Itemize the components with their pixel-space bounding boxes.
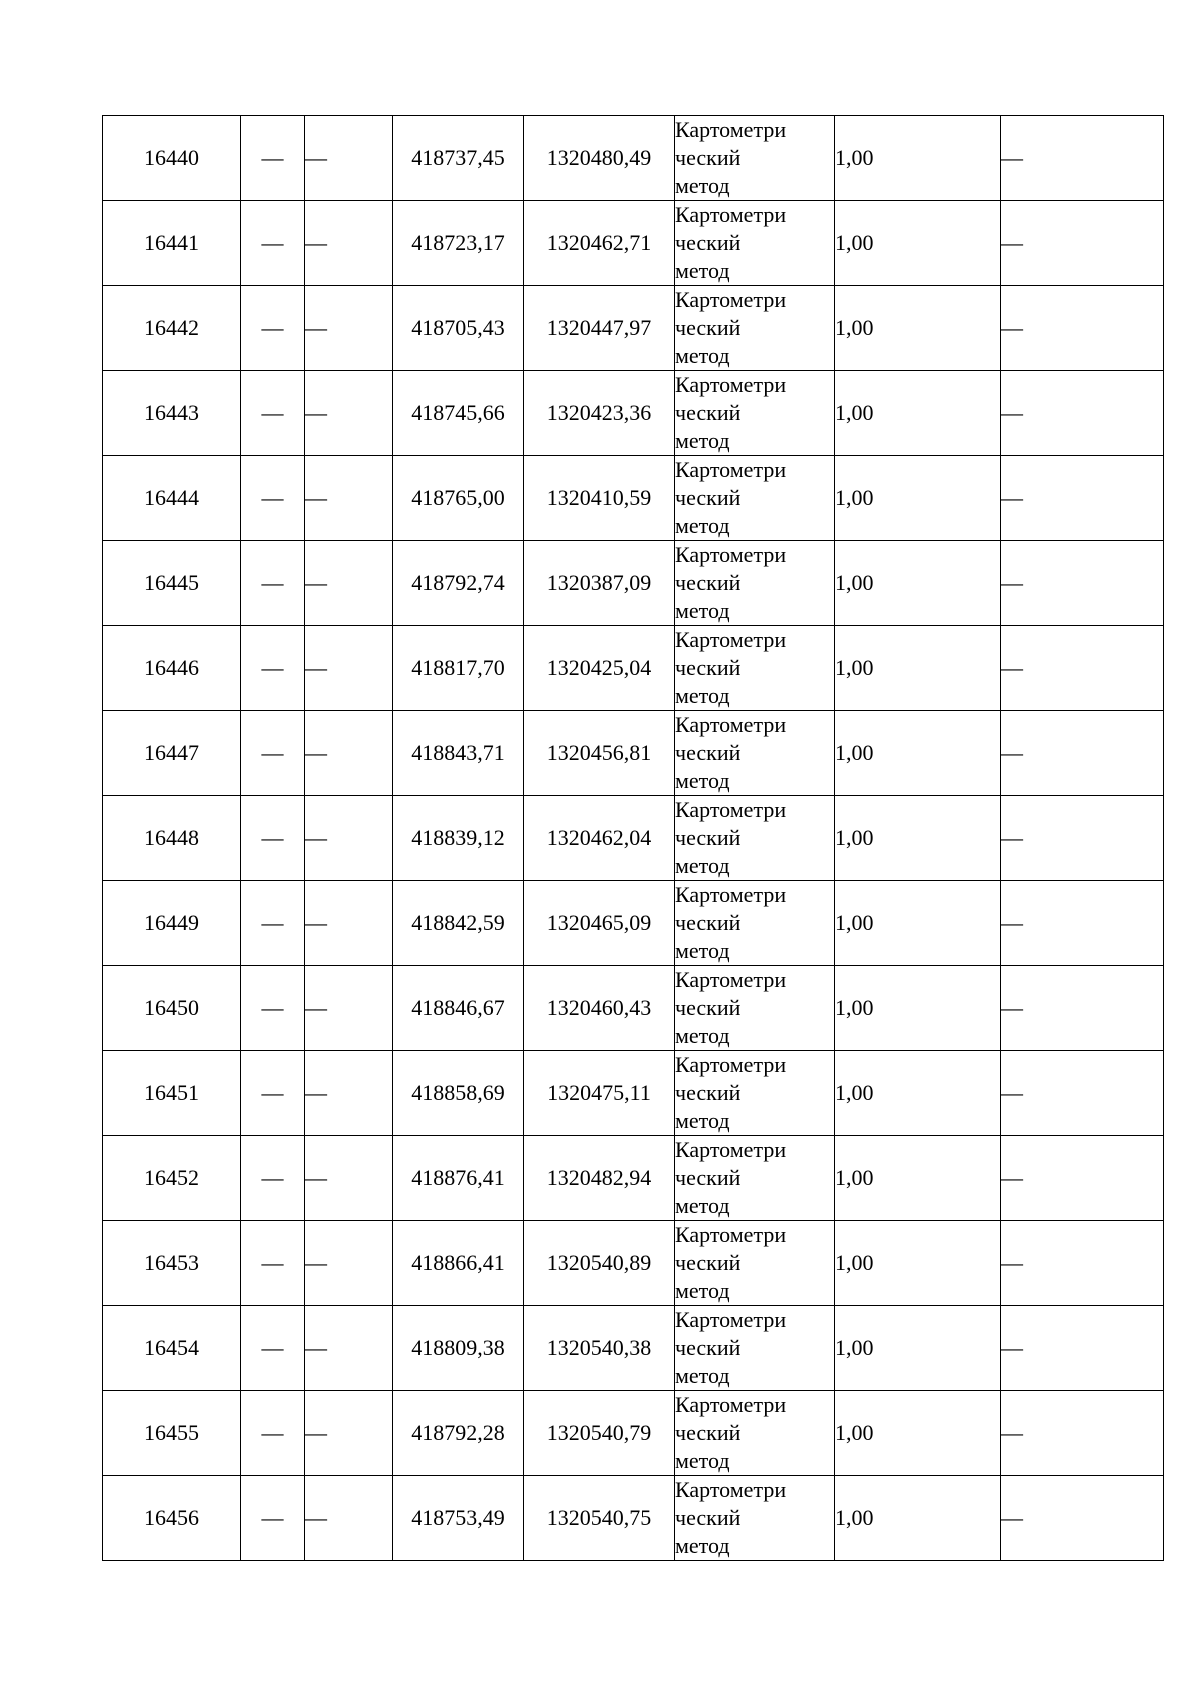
method-text-line: метод (675, 768, 730, 793)
empty-value-cell: — (305, 1306, 393, 1391)
x-coordinate-cell: 418846,67 (393, 966, 524, 1051)
y-coordinate-cell: 1320540,38 (524, 1306, 675, 1391)
empty-value-cell: — (305, 796, 393, 881)
table-row (103, 371, 1164, 456)
x-coordinate-cell: 418866,41 (393, 1221, 524, 1306)
x-coordinate-cell: 418843,71 (393, 711, 524, 796)
y-coordinate-cell: 1320456,81 (524, 711, 675, 796)
table-row (103, 1136, 1164, 1221)
y-coordinate-cell: 1320465,09 (524, 881, 675, 966)
empty-value-cell: — (241, 201, 305, 286)
table-row (103, 796, 1164, 881)
method-text-line: метод (675, 513, 730, 538)
method-cell (675, 711, 835, 796)
point-number-cell: 16444 (103, 456, 241, 541)
point-number-cell: 16445 (103, 541, 241, 626)
point-number-cell: 16453 (103, 1221, 241, 1306)
empty-value-cell: — (1001, 371, 1164, 456)
method-cell (675, 456, 835, 541)
x-coordinate-cell: 418792,74 (393, 541, 524, 626)
accuracy-cell: 1,00 (835, 456, 1001, 541)
method-text-line: Картометри (675, 882, 787, 907)
empty-value-cell: — (305, 541, 393, 626)
accuracy-cell: 1,00 (835, 796, 1001, 881)
method-text-line: Картометри (675, 712, 787, 737)
method-cell (675, 1051, 835, 1136)
table-row (103, 116, 1164, 201)
table-row (103, 1476, 1164, 1561)
table-row (103, 1391, 1164, 1476)
method-text-line: ческий (675, 740, 741, 765)
x-coordinate-cell: 418723,17 (393, 201, 524, 286)
empty-value-cell: — (241, 1476, 305, 1561)
empty-value-cell: — (1001, 1221, 1164, 1306)
method-cell (675, 1391, 835, 1476)
method-text-line: Картометри (675, 1052, 787, 1077)
method-text-line: метод (675, 1023, 730, 1048)
table-row (103, 881, 1164, 966)
table-row (103, 711, 1164, 796)
method-text-line: метод (675, 1448, 730, 1473)
point-number-cell: 16440 (103, 116, 241, 201)
method-text-line: метод (675, 1278, 730, 1303)
empty-value-cell: — (241, 796, 305, 881)
accuracy-cell: 1,00 (835, 371, 1001, 456)
x-coordinate-cell: 418839,12 (393, 796, 524, 881)
method-cell (675, 116, 835, 201)
y-coordinate-cell: 1320410,59 (524, 456, 675, 541)
table-row (103, 1221, 1164, 1306)
empty-value-cell: — (305, 456, 393, 541)
table-row (103, 201, 1164, 286)
method-text-line: ческий (675, 145, 741, 170)
y-coordinate-cell: 1320462,71 (524, 201, 675, 286)
point-number-cell: 16441 (103, 201, 241, 286)
method-text-line: Картометри (675, 1137, 787, 1162)
method-text-line: ческий (675, 230, 741, 255)
empty-value-cell: — (241, 881, 305, 966)
method-text-line: Картометри (675, 1307, 787, 1332)
y-coordinate-cell: 1320387,09 (524, 541, 675, 626)
point-number-cell: 16456 (103, 1476, 241, 1561)
method-text-line: метод (675, 598, 730, 623)
y-coordinate-cell: 1320540,89 (524, 1221, 675, 1306)
y-coordinate-cell: 1320475,11 (524, 1051, 675, 1136)
method-cell (675, 626, 835, 711)
method-text-line: Картометри (675, 542, 787, 567)
x-coordinate-cell: 418753,49 (393, 1476, 524, 1561)
accuracy-cell: 1,00 (835, 1391, 1001, 1476)
empty-value-cell: — (1001, 881, 1164, 966)
y-coordinate-cell: 1320480,49 (524, 116, 675, 201)
empty-value-cell: — (305, 1051, 393, 1136)
method-text-line: ческий (675, 400, 741, 425)
empty-value-cell: — (1001, 1391, 1164, 1476)
empty-value-cell: — (241, 1051, 305, 1136)
x-coordinate-cell: 418842,59 (393, 881, 524, 966)
table-row (103, 456, 1164, 541)
accuracy-cell: 1,00 (835, 1221, 1001, 1306)
table-row (103, 541, 1164, 626)
empty-value-cell: — (241, 966, 305, 1051)
accuracy-cell: 1,00 (835, 1476, 1001, 1561)
empty-value-cell: — (241, 1136, 305, 1221)
empty-value-cell: — (305, 116, 393, 201)
empty-value-cell: — (305, 711, 393, 796)
method-cell (675, 541, 835, 626)
empty-value-cell: — (1001, 286, 1164, 371)
empty-value-cell: — (305, 966, 393, 1051)
accuracy-cell: 1,00 (835, 966, 1001, 1051)
y-coordinate-cell: 1320460,43 (524, 966, 675, 1051)
point-number-cell: 16450 (103, 966, 241, 1051)
method-text-line: метод (675, 938, 730, 963)
empty-value-cell: — (1001, 966, 1164, 1051)
point-number-cell: 16446 (103, 626, 241, 711)
y-coordinate-cell: 1320540,79 (524, 1391, 675, 1476)
method-text-line: Картометри (675, 372, 787, 397)
empty-value-cell: — (1001, 1136, 1164, 1221)
x-coordinate-cell: 418858,69 (393, 1051, 524, 1136)
empty-value-cell: — (241, 626, 305, 711)
empty-value-cell: — (305, 371, 393, 456)
empty-value-cell: — (241, 371, 305, 456)
table-row (103, 626, 1164, 711)
accuracy-cell: 1,00 (835, 1136, 1001, 1221)
method-text-line: ческий (675, 1080, 741, 1105)
empty-value-cell: — (1001, 626, 1164, 711)
empty-value-cell: — (1001, 1051, 1164, 1136)
empty-value-cell: — (1001, 711, 1164, 796)
method-text-line: метод (675, 1108, 730, 1133)
empty-value-cell: — (241, 116, 305, 201)
method-text-line: ческий (675, 1420, 741, 1445)
empty-value-cell: — (305, 1476, 393, 1561)
empty-value-cell: — (241, 1306, 305, 1391)
y-coordinate-cell: 1320425,04 (524, 626, 675, 711)
method-text-line: метод (675, 173, 730, 198)
empty-value-cell: — (1001, 456, 1164, 541)
table-row (103, 1306, 1164, 1391)
x-coordinate-cell: 418705,43 (393, 286, 524, 371)
y-coordinate-cell: 1320462,04 (524, 796, 675, 881)
accuracy-cell: 1,00 (835, 201, 1001, 286)
empty-value-cell: — (1001, 116, 1164, 201)
method-cell (675, 1476, 835, 1561)
method-text-line: ческий (675, 995, 741, 1020)
empty-value-cell: — (1001, 201, 1164, 286)
coordinates-table (102, 115, 1164, 1561)
accuracy-cell: 1,00 (835, 1306, 1001, 1391)
table-row (103, 1051, 1164, 1136)
method-text-line: метод (675, 683, 730, 708)
x-coordinate-cell: 418817,70 (393, 626, 524, 711)
empty-value-cell: — (241, 286, 305, 371)
method-cell (675, 1136, 835, 1221)
y-coordinate-cell: 1320540,75 (524, 1476, 675, 1561)
method-text-line: Картометри (675, 1477, 787, 1502)
y-coordinate-cell: 1320447,97 (524, 286, 675, 371)
empty-value-cell: — (1001, 1476, 1164, 1561)
empty-value-cell: — (1001, 796, 1164, 881)
empty-value-cell: — (305, 1391, 393, 1476)
method-text-line: ческий (675, 485, 741, 510)
table-row (103, 966, 1164, 1051)
method-text-line: ческий (675, 315, 741, 340)
empty-value-cell: — (1001, 1306, 1164, 1391)
empty-value-cell: — (241, 711, 305, 796)
method-text-line: ческий (675, 910, 741, 935)
method-cell (675, 286, 835, 371)
method-cell (675, 201, 835, 286)
empty-value-cell: — (305, 881, 393, 966)
empty-value-cell: — (241, 1391, 305, 1476)
table-body (103, 116, 1164, 1561)
accuracy-cell: 1,00 (835, 711, 1001, 796)
method-text-line: метод (675, 1363, 730, 1388)
x-coordinate-cell: 418809,38 (393, 1306, 524, 1391)
x-coordinate-cell: 418745,66 (393, 371, 524, 456)
method-text-line: Картометри (675, 1222, 787, 1247)
method-text-line: ческий (675, 1250, 741, 1275)
method-text-line: ческий (675, 1505, 741, 1530)
method-text-line: ческий (675, 1335, 741, 1360)
method-text-line: метод (675, 853, 730, 878)
method-text-line: ческий (675, 1165, 741, 1190)
y-coordinate-cell: 1320423,36 (524, 371, 675, 456)
accuracy-cell: 1,00 (835, 881, 1001, 966)
method-cell (675, 371, 835, 456)
point-number-cell: 16454 (103, 1306, 241, 1391)
method-text-line: Картометри (675, 967, 787, 992)
empty-value-cell: — (305, 201, 393, 286)
method-text-line: Картометри (675, 117, 787, 142)
accuracy-cell: 1,00 (835, 286, 1001, 371)
point-number-cell: 16443 (103, 371, 241, 456)
method-cell (675, 966, 835, 1051)
y-coordinate-cell: 1320482,94 (524, 1136, 675, 1221)
method-text-line: метод (675, 258, 730, 283)
x-coordinate-cell: 418792,28 (393, 1391, 524, 1476)
method-text-line: Картометри (675, 202, 787, 227)
accuracy-cell: 1,00 (835, 1051, 1001, 1136)
empty-value-cell: — (1001, 541, 1164, 626)
accuracy-cell: 1,00 (835, 116, 1001, 201)
point-number-cell: 16442 (103, 286, 241, 371)
point-number-cell: 16452 (103, 1136, 241, 1221)
method-text-line: ческий (675, 570, 741, 595)
method-text-line: Картометри (675, 457, 787, 482)
method-text-line: Картометри (675, 627, 787, 652)
empty-value-cell: — (241, 1221, 305, 1306)
x-coordinate-cell: 418765,00 (393, 456, 524, 541)
accuracy-cell: 1,00 (835, 541, 1001, 626)
empty-value-cell: — (305, 626, 393, 711)
empty-value-cell: — (241, 456, 305, 541)
table-row (103, 286, 1164, 371)
method-text-line: Картометри (675, 1392, 787, 1417)
method-cell (675, 881, 835, 966)
x-coordinate-cell: 418737,45 (393, 116, 524, 201)
point-number-cell: 16448 (103, 796, 241, 881)
method-text-line: метод (675, 1533, 730, 1558)
method-cell (675, 1221, 835, 1306)
empty-value-cell: — (305, 1221, 393, 1306)
point-number-cell: 16449 (103, 881, 241, 966)
method-text-line: ческий (675, 655, 741, 680)
method-text-line: метод (675, 1193, 730, 1218)
x-coordinate-cell: 418876,41 (393, 1136, 524, 1221)
empty-value-cell: — (241, 541, 305, 626)
point-number-cell: 16455 (103, 1391, 241, 1476)
method-cell (675, 1306, 835, 1391)
accuracy-cell: 1,00 (835, 626, 1001, 711)
method-text-line: метод (675, 343, 730, 368)
empty-value-cell: — (305, 1136, 393, 1221)
point-number-cell: 16447 (103, 711, 241, 796)
method-text-line: ческий (675, 825, 741, 850)
method-text-line: Картометри (675, 797, 787, 822)
empty-value-cell: — (305, 286, 393, 371)
method-cell (675, 796, 835, 881)
method-text-line: метод (675, 428, 730, 453)
point-number-cell: 16451 (103, 1051, 241, 1136)
method-text-line: Картометри (675, 287, 787, 312)
